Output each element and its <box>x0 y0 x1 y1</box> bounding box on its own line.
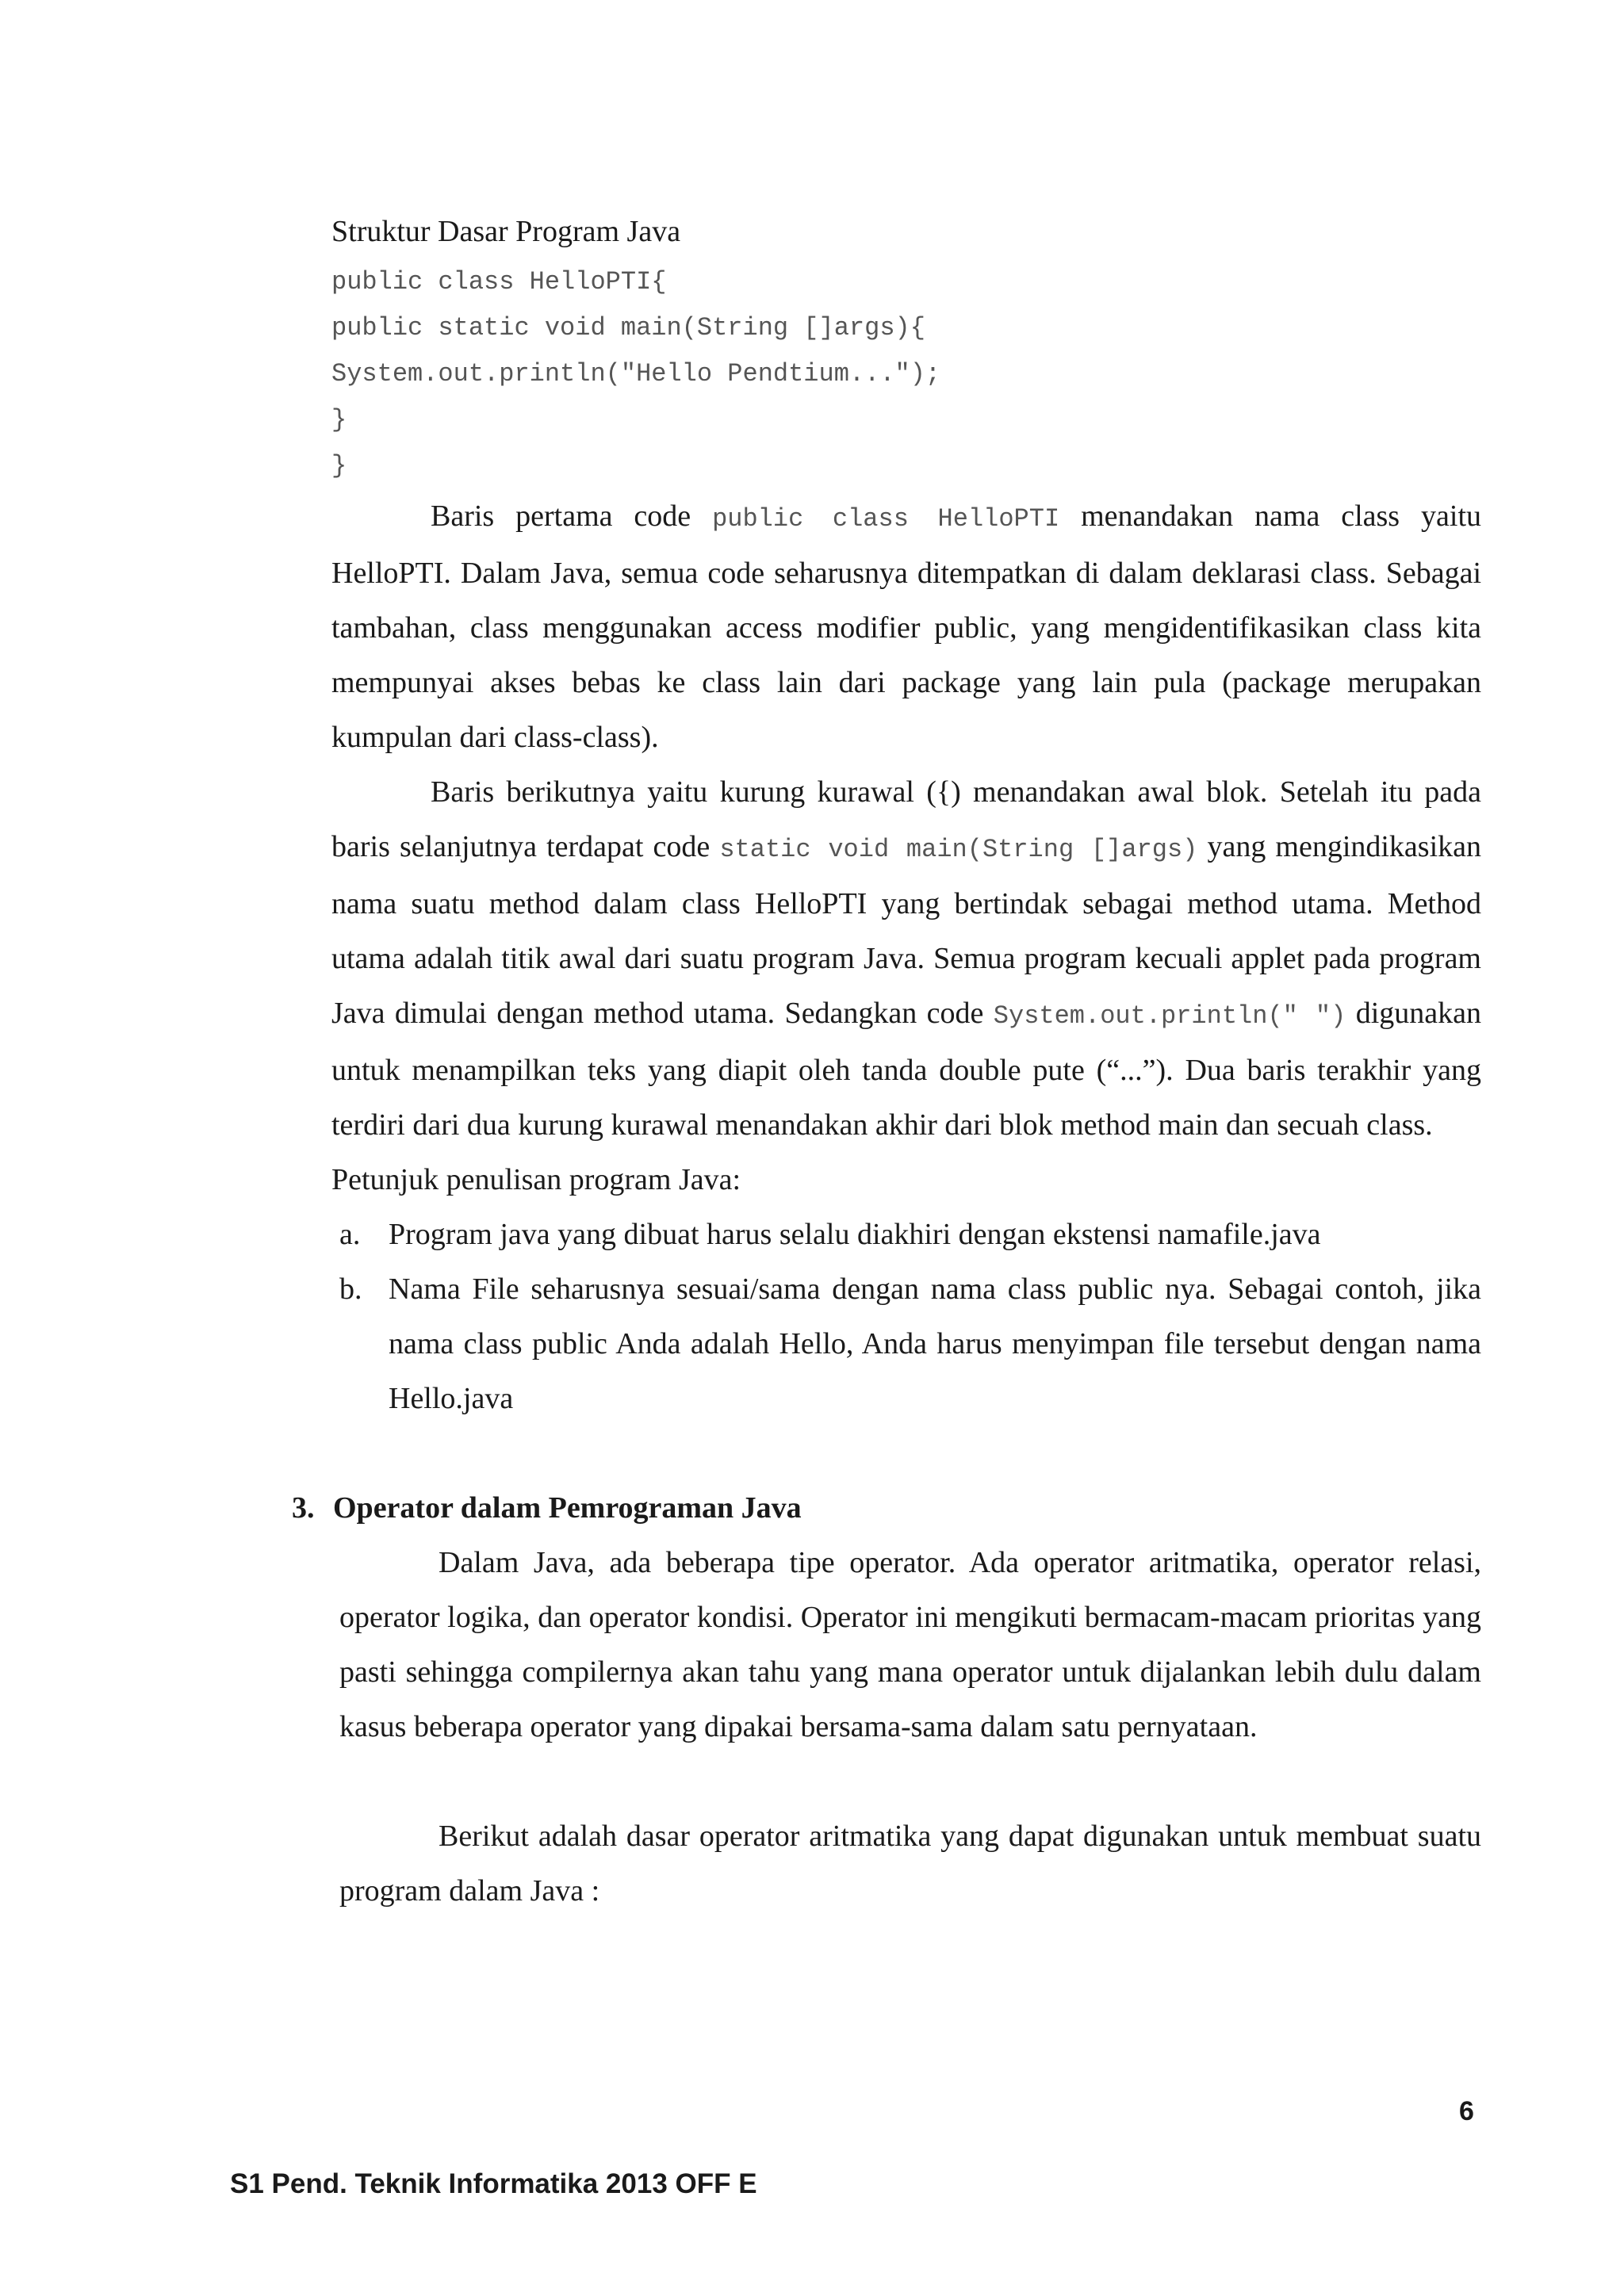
section-title: Operator dalam Pemrograman Java <box>333 1491 802 1525</box>
inline-code: static void main(String []args) <box>719 835 1198 864</box>
code-line: public class HelloPTI{ <box>331 267 667 297</box>
list-item-text: Nama File seharusnya sesuai/sama dengan nama class public nya. Sebagai contoh, jika nama class public Anda adalah Hello, Anda harus menyimpan file tersebut dengan nama Hello.java <box>389 1272 1481 1415</box>
inline-code: public class HelloPTI <box>712 504 1060 534</box>
list-marker: a. <box>339 1218 361 1251</box>
inline-code: System.out.println(" ") <box>993 1001 1346 1031</box>
tips-list <box>331 1207 1481 1426</box>
section-body <box>339 1536 1481 1919</box>
section-heading <box>292 1481 1481 1536</box>
page-number: 6 <box>1459 2096 1474 2126</box>
code-line: } <box>331 451 347 480</box>
paragraph-operators: Dalam Java, ada beberapa tipe operator. Ada operator aritmatika, operator relasi, operator logika, dan operator kondisi. Operator ini mengikuti bermacam-macam prioritas yang pasti sehingga compilernya akan tahu yang mana operator untuk dijalankan lebih dulu dalam kasus beberapa operator yang dipakai bersama-sama dalam satu pernyataan. <box>339 1546 1481 1743</box>
paragraph-spacer <box>339 1755 1481 1809</box>
page-footer: S1 Pend. Teknik Informatika 2013 OFF E <box>230 2168 757 2199</box>
list-item-text: Program java yang dibuat harus selalu diakhiri dengan ekstensi namafile.java <box>389 1218 1321 1251</box>
paragraph-main-method <box>331 765 1481 1153</box>
paragraph-text: Baris berikutnya yaitu kurung kurawal ({) menandakan awal blok. Setelah itu pada baris selanjutnya terdapat code <box>331 775 1481 863</box>
section-number: 3. <box>292 1491 315 1525</box>
paragraph-text: yang mengindikasikan nama suatu method dalam class HelloPTI yang bertindak sebagai method utama. Method utama adalah titik awal dari suatu program Java. Semua program kecuali applet pada program Java dimulai dengan method utama. Sedangkan code <box>331 830 1482 1030</box>
list-marker: b. <box>339 1272 362 1306</box>
paragraph-text: Baris pertama code <box>431 499 713 533</box>
page-content <box>292 205 1482 1919</box>
code-block <box>331 259 1481 489</box>
paragraph-text: digunakan untuk menampilkan teks yang diapit oleh tanda double pute (“...”). Dua baris terakhir yang terdiri dari dua kurung kurawal menandakan akhir dari blok method main dan secuah class. <box>331 997 1481 1142</box>
paragraph-arithmetic: Berikut adalah dasar operator aritmatika yang dapat digunakan untuk membuat suatu program dalam Java : <box>339 1820 1481 1908</box>
code-line: } <box>331 405 347 434</box>
code-line: public static void main(String []args){ <box>331 313 925 342</box>
tips-title: Petunjuk penulisan program Java: <box>331 1163 741 1196</box>
paragraph-text: menandakan nama class yaitu HelloPTI. Dalam Java, semua code seharusnya ditempatkan di dalam deklarasi class. Sebagai tambahan, class menggunakan access modifier public, yang mengidentifikasikan class kita mempunyai akses bebas ke class lain dari package yang lain pula (package merupakan kumpulan dari class-class). <box>331 499 1481 754</box>
code-line: System.out.println("Hello Pendtium..."); <box>331 359 941 388</box>
list-item <box>331 1207 1481 1262</box>
list-item <box>331 1262 1481 1426</box>
structure-heading: Struktur Dasar Program Java <box>331 215 681 248</box>
paragraph-class-declaration <box>331 489 1481 765</box>
